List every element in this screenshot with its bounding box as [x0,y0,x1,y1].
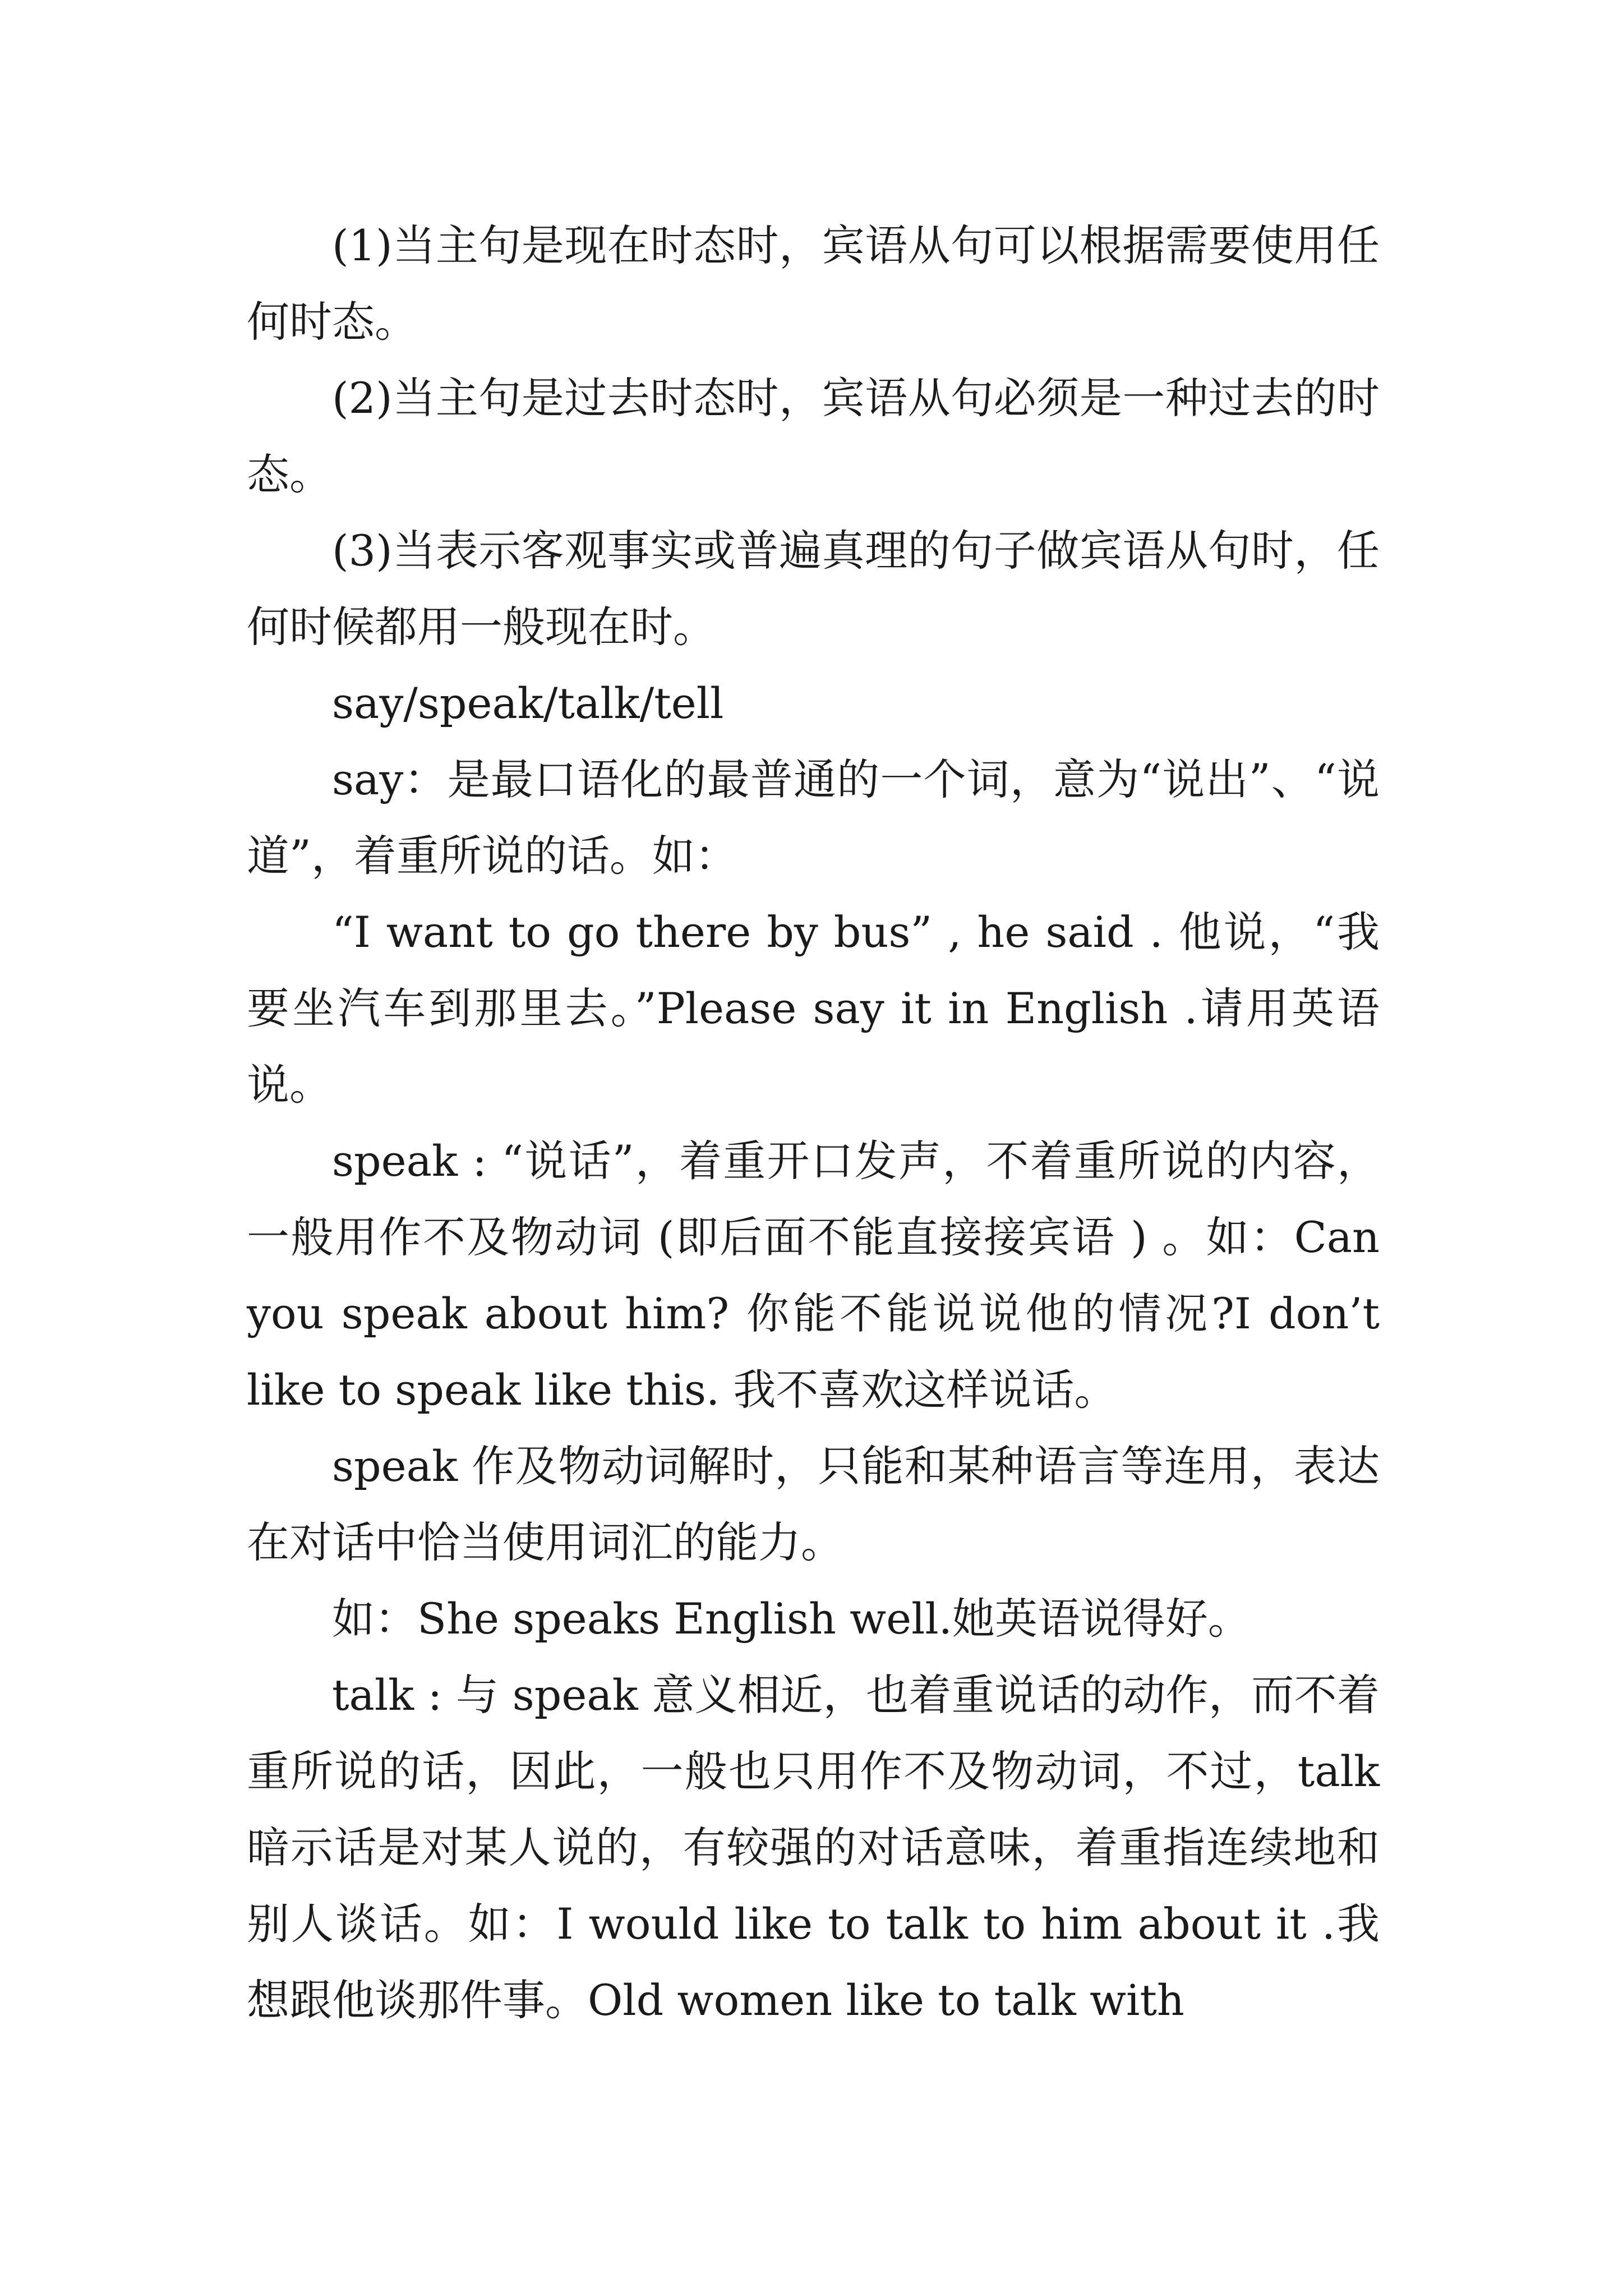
paragraph-objective-truth: (3)当表示客观事实或普遍真理的句子做宾语从句时，任何时候都用一般现在时。 [247,526,1380,652]
paragraph-say-examples: “I want to go there by bus” , he said . 他说，“我要坐汽车到那里去。”Please say it in English .请用英语说。 [247,907,1380,1110]
section-heading-say-speak-talk-tell: say/speak/talk/tell [332,678,724,728]
paragraph-speak-transitive: speak 作及物动词解时，只能和某种语言等连用，表达在对话中恰当使用词汇的能力。 [247,1441,1380,1567]
paragraph-speak-example: 如：She speaks English well.她英语说得好。 [332,1594,1251,1644]
document-body [247,208,1380,2039]
paragraph-say-definition: say：是最口语化的最普通的一个词，意为“说出”、“说道”，着重所说的话。如： [247,754,1380,881]
paragraph-main-clause-present: (1)当主句是现在时态时，宾语从句可以根据需要使用任何时态。 [247,220,1380,347]
paragraph-speak-definition: speak : “说话”，着重开口发声，不着重所说的内容，一般用作不及物动词 (即后面不能直接接宾语 ) 。如：Can you speak about him? 你能不能说说他的情况?I don’t like to speak like this. 我不喜欢这样说话。 [247,1136,1380,1415]
paragraph-main-clause-past: (2)当主句是过去时态时，宾语从句必须是一种过去的时态。 [247,373,1380,499]
paragraph-talk-definition: talk : 与 speak 意义相近，也着重说话的动作，而不着重所说的话，因此，一般也只用作不及物动词，不过，talk暗示话是对某人说的，有较强的对话意味，着重指连续地和别人谈话。如：I would like to talk to him about it .我想跟他谈那件事。Old women like to talk with [247,1670,1380,2025]
